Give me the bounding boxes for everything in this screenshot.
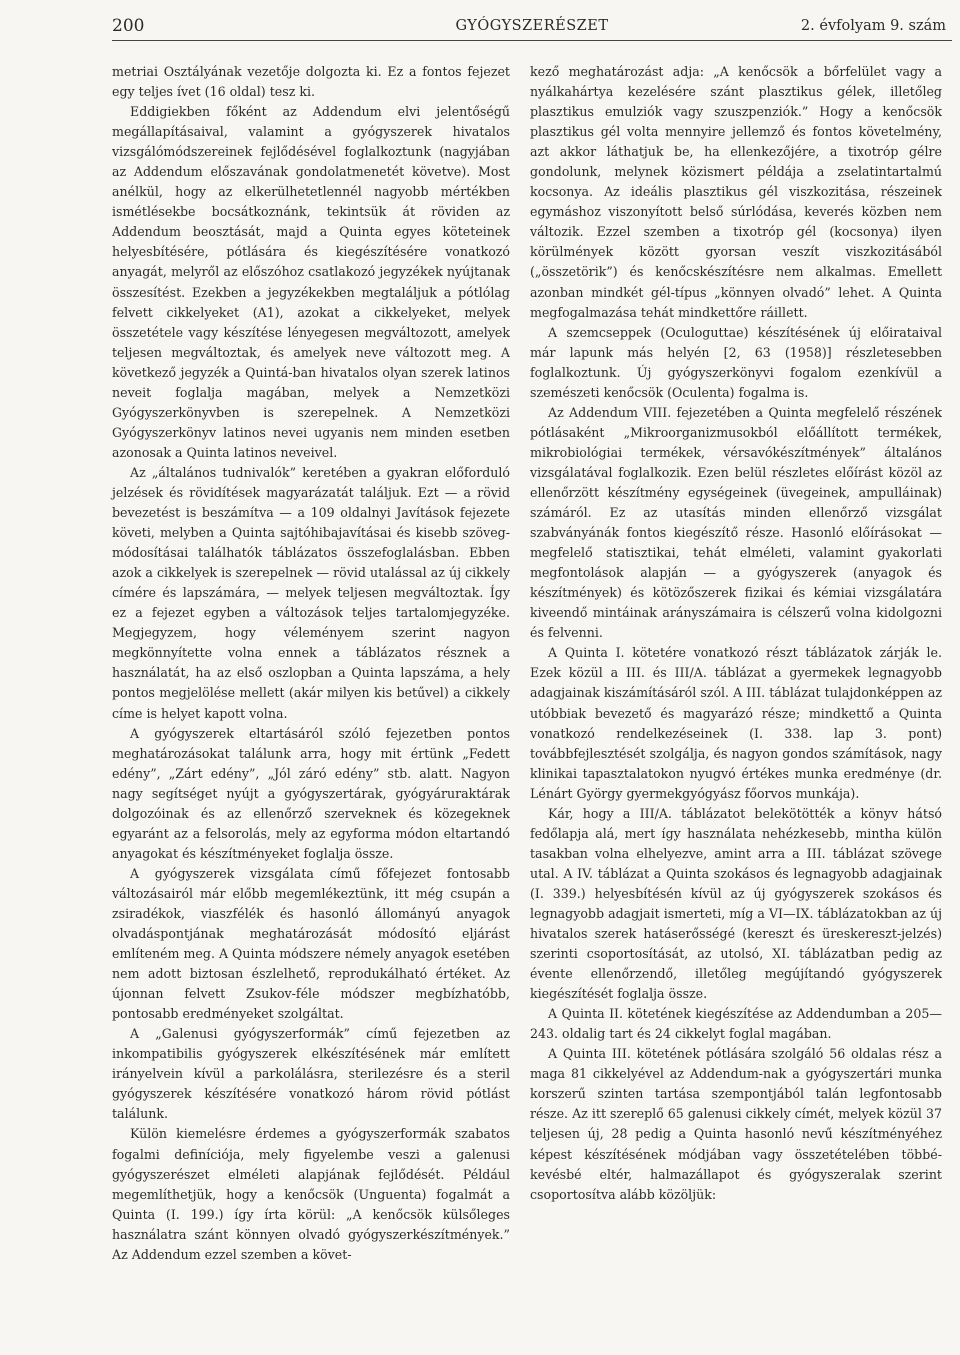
volume-issue: 2. évfolyam 9. szám (800, 18, 946, 34)
paragraph: Eddigiekben főként az Addendum elvi jelentőségű megállapításaival, valamint a gyógyszerek hivatalos vizsgálómódszereinek fejlődésével foglalkoztunk (nagyjában az Addendum előszavának gondolatmenetét követve). Most anélkül, hogy az elkerülhetetlennél nagyobb mértékben ismétlésekbe bocsátkoznánk, tekintsük át röviden az Addendum beosztását, majd a Quinta egyes köteteinek helyesbítésére, pótlására és kiegészítésére vonatkozó anyagát, melyről az előszóhoz csatlakozó jegyzékek nyújtanak összesítést. Ezekben a jegyzékekben megtaláljuk a pótlólag felvett cikkelyeket (A1), azokat a cikkelyeket, melyek összetétele vagy készítése lényegesen megváltozott, amelyek teljesen megváltoztak, és amelyek neve változott meg. A következő jegyzék a Quintá-ban hivatalos olyan szerek latinos neveit foglalja magában, melyek a Nemzetközi Gyógyszerkönyvben is szerepelnek. A Nemzetközi Gyógyszerkönyv latinos nevei ugyanis nem minden esetben azonosak a Quinta latinos neveivel. (112, 104, 510, 460)
paragraph: A szemcseppek (Oculoguttae) készítésének új előirataival már lapunk más helyén [2, 63 (1958)] részletesebben foglalkoztunk. Új gyógyszerkönyvi fogalom ezenkívül a szemészeti kenőcsök (Oculenta) fogalma is. (530, 324, 942, 400)
paragraph: Az Addendum VIII. fejezetében a Quinta megfelelő részének pótlásaként „Mikroorganizmusokból előállított termékek, mikrobiológiai termékek, vérsavókészítmények” általános vizsgálatával foglalkozik. Ezen belül részletes előírást közöl az ellenőrzött készítmény egységeinek (üvegeinek, ampulláinak) számáról. Ez az utasítás minden ellenőrző vizsgálat szabványánák fontos kiegészítő része. Hasonló előírásokat — megfelelő statisztikai, tehát elméleti, valamint gyakorlati megfontolások alapján — a gyógyszerek (anyagok és készítmények) és kötözőszerek fizikai és kémiai vizsgálatára kiveendő mintáinak arányszámaira is célszerű volna kidolgozni és felvenni. (530, 404, 942, 641)
paragraph: metriai Osztályának vezetője dolgozta ki. Ez a fontos fejezet egy teljes ívet (16 oldal) tesz ki. (112, 64, 510, 100)
left-column (112, 62, 510, 1265)
paragraph: A Quinta I. kötetére vonatkozó részt táblázatok zárják le. Ezek közül a III. és III/A. táblázat a gyermekek legnagyobb adagjainak kiszámításáról szól. A III. táblázat tulajdonképpen az utóbbiak bevezető és magyarázó része; mindkettő a Quinta vonatkozó rendelkezéseinek (I. 338. lap 3. pont) továbbfejlesztését szolgálja, és nagyon gondos számítások, nagy klinikai tapasztalatokon nyugvó értékes munka eredménye (dr. Lénárt György gyermekgyógyász főorvos munkája). (530, 645, 942, 801)
right-column (530, 62, 942, 1205)
paragraph: A Quinta II. kötetének kiegészítése az Addendumban a 205—243. oldalig tart és 24 cikkelyt foglal magában. (530, 1006, 942, 1042)
paragraph: A gyógyszerek eltartásáról szóló fejezetben pontos meghatározásokat találunk arra, hogy mit értünk „Fedett edény”, „Zárt edény”, „Jól záró edény” stb. alatt. Nagyon nagy segítséget nyújt a gyógyszertárak, gyógyáruraktárak dolgozóinak és az ellenőrző szerveknek és közegeknek egyaránt az a felsorolás, mely az egyforma módon eltartandó anyagokat és készítményeket foglalja össze. (112, 725, 510, 861)
paragraph: A Quinta III. kötetének pótlására szolgáló 56 oldalas rész a maga 81 cikkelyével az Addendum-nak a gyógyszertári munka korszerű szinten tartása szempontjából talán legfontosabb része. Az itt szereplő 65 galenusi cikkely címét, melyek közül 37 teljesen új, 28 pedig a Quinta hasonló nevű készítményéhez képest készítésének módjában vagy összetételében többé-kevésbé eltér, halmazállapot és gyógyszeralak szerint csoportosítva alább közöljük: (530, 1046, 942, 1202)
journal-title: GYÓGYSZERÉSZET (455, 18, 609, 34)
paragraph: Az „általános tudnivalók” keretében a gyakran előforduló jelzések és rövidítések magyarázatát találjuk. Ezt — a rövid bevezetést is beszámítva — a 109 oldalnyi Javítások fejezete követi, melyben a Quinta sajtóhibajavításai és kisebb szöveg-módosításai találhatók táblázatos összefoglalásban. Ebben azok a cikkelyek is szerepelnek — rövid utalással az új cikkely címére és lapszámára, — melyek teljesen megváltoztak. Így ez a fejezet egyben a változások teljes tartalomjegyzéke. Megjegyzem, hogy véleményem szerint nagyon megkönnyítette volna ennek a táblázatos résznek a használatát, ha az első oszlopban a Quinta lapszáma, a hely pontos megjelölése mellett (akár milyen kis betűvel) a cikkely címe is helyet kapott volna. (112, 464, 510, 721)
paragraph: kező meghatározást adja: „A kenőcsök a bőrfelület vagy a nyálkahártya kezelésére szánt plasztikus gélek, illetőleg plasztikus emulziók vagy szuszpenziók.” Hogy a kenőcsök plasztikus gél volta mennyire jellemző és fontos követelmény, azt akkor láthatjuk be, ha ellenkezőjére, a tixotróp gélre gondolunk, melynek közismert példája a zselatintartalmú kocsonya. Az ideális plasztikus gél viszkozitása, részeinek egymáshoz viszonyított belső súrlódása, keverés közben nem változik. Ezzel szemben a tixotróp gél (kocsonya) ilyen körülmények között gyorsan veszít viszkozitásából („összetörik”) és kenőcskészítésre nem alkalmas. Emellett azonban mindkét gél-típus „könnyen olvadó” lehet. A Quinta megfogalmazása tehát mindkettőre ráillett. (530, 64, 942, 320)
paragraph: A „Galenusi gyógyszerformák” című fejezetben az inkompatibilis gyógyszerek elkészítésének már említett irányelvein kívül a parkolálásra, sterilezésre és a steril gyógyszerek készítésére vonatkozó három rövid pótlást találunk. (112, 1026, 510, 1122)
page-header (112, 14, 952, 41)
paragraph: Kár, hogy a III/A. táblázatot belekötötték a könyv hátsó fedőlapja alá, mert így használata nehézkesebb, mintha külön tasakban volna elhelyezve, amint arra a III. táblázat szövege utal. A IV. táblázat a Quinta szokásos és legnagyobb adagjainak (I. 339.) helyesbítésén kívül az új gyógyszerek szokásos és legnagyobb adagjait ismerteti, míg a VI—IX. táblázatokban az új hivatalos szerek hatáserősségé (kereszt és üreskereszt-jelzés) szerinti csoportosítását, az utolsó, XI. táblázatban pedig az évente ellenőrzendő, illetőleg megújítandó gyógyszerek kiegészítését foglalja össze. (530, 805, 942, 1002)
page-number: 200 (112, 16, 145, 36)
paragraph: Külön kiemelésre érdemes a gyógyszerformák szabatos fogalmi definíciója, mely figyelembe veszi a galenusi gyógyszerészet elméleti alapjának fejlődését. Például megemlíthetjük, hogy a kenőcsök (Unguenta) fogalmát a Quinta (I. 199.) így írta körül: „A kenőcsök külsőleges használatra szánt könnyen olvadó gyógyszerkészítmények.” Az Addendum ezzel szemben a követ- (112, 1126, 510, 1262)
paragraph: A gyógyszerek vizsgálata című főfejezet fontosabb változásairól már előbb megemlékeztünk, itt még csupán a zsiradékok, viaszfélék és hasonló állományú anyagok olvadáspontjának meghatározását módosító eljárást említeném meg. A Quinta módszere némely anyagok esetében nem adott biztosan észlelhető, reprodukálható értéket. Az újonnan felvett Zsukov-féle módszer megbízhatóbb, pontosabb eredményeket szolgáltat. (112, 865, 510, 1022)
